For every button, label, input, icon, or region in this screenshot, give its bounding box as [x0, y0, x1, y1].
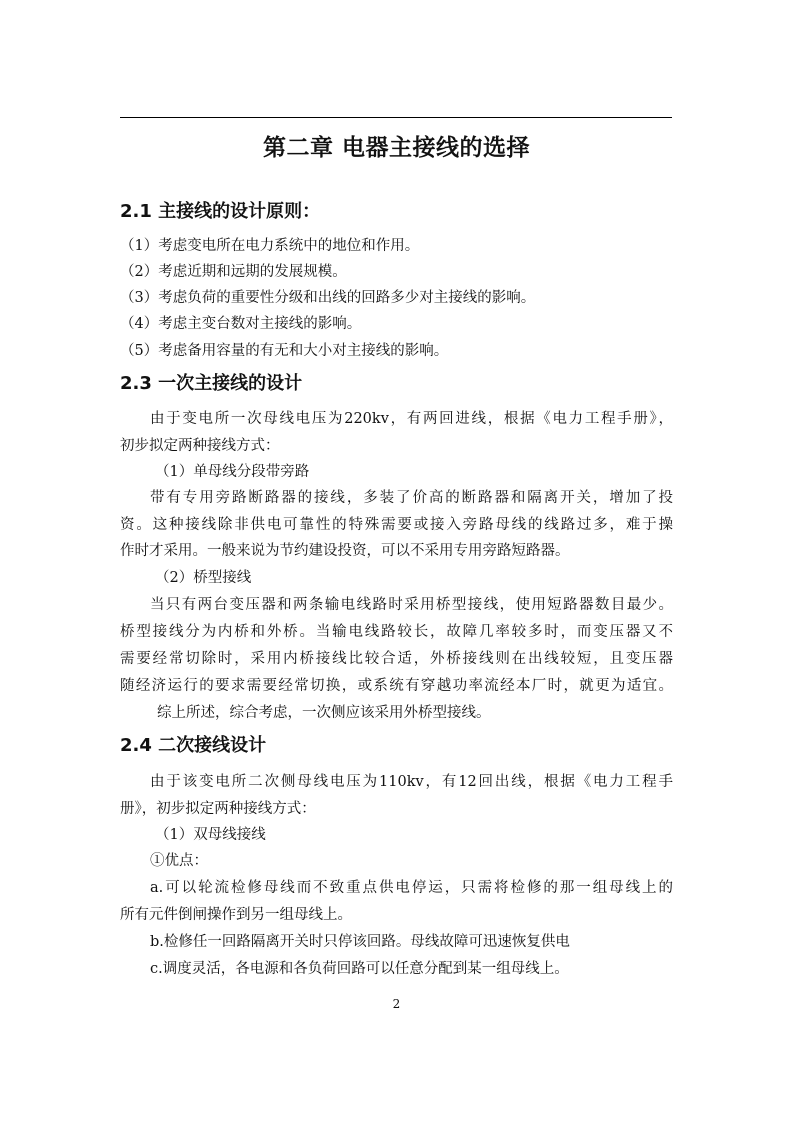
s23-option-2-line-3: 需要经常切除时，采用内桥接线比较合适，外桥接线则在出线较短，且变压器 [120, 651, 673, 667]
s24-merit-b: b.检修任一回路隔离开关时只停该回路。母线故障可迅速恢复供电 [150, 934, 570, 950]
principle-item-2: （2）考虑近期和远期的发展规模。 [120, 264, 347, 280]
s23-option-1-line-2: 资。这种接线除非供电可靠性的特殊需要或接入旁路母线的线路过多，难于操 [120, 517, 673, 533]
s24-option-1-title: （1）双母线接线 [155, 827, 266, 843]
chapter-title: 第二章 电器主接线的选择 [262, 135, 530, 161]
s23-option-2-title: （2）桥型接线 [155, 570, 252, 586]
s23-intro-line-1: 由于变电所一次母线电压为220kv，有两回进线，根据《电力工程手册》， [150, 411, 673, 427]
s23-option-2-line-2: 桥型接线分为内桥和外桥。当输电线路较长，故障几率较多时，而变压器又不 [120, 624, 673, 640]
s24-merit-c: c.调度灵活，各电源和各负荷回路可以任意分配到某一组母线上。 [150, 961, 569, 977]
s23-option-2-line-4: 随经济运行的要求需要经常切换，或系统有穿越功率流经本厂时，就更为适宜。 [120, 678, 673, 694]
page-number: 2 [392, 997, 401, 1011]
principle-item-4: （4）考虑主变台数对主接线的影响。 [120, 316, 362, 332]
principle-item-1: （1）考虑变电所在电力系统中的地位和作用。 [120, 238, 420, 254]
s24-merit-a-line-2: 所有元件倒闸操作到另一组母线上。 [120, 907, 352, 923]
s24-merit-a-line-1: a.可以轮流检修母线而不致重点供电停运，只需将检修的那一组母线上的 [150, 880, 673, 896]
s23-conclusion: 综上所述，综合考虑，一次侧应该采用外桥型接线。 [157, 705, 491, 721]
principle-item-5: （5）考虑备用容量的有无和大小对主接线的影响。 [120, 343, 449, 359]
section-2-4-heading: 2.4 二次接线设计 [120, 735, 267, 756]
s23-option-2-line-1: 当只有两台变压器和两条输电线路时采用桥型接线，使用短路器数目最少。 [150, 597, 673, 613]
header-rule [120, 117, 672, 118]
section-2-3-heading: 2.3 一次主接线的设计 [120, 373, 303, 394]
s24-intro-line-1: 由于该变电所二次侧母线电压为110kv，有12回出线，根据《电力工程手 [150, 774, 673, 790]
s24-merits-title: ①优点： [150, 853, 208, 869]
s23-intro-line-2: 初步拟定两种接线方式： [120, 438, 280, 454]
s23-option-1-title: （1）单母线分段带旁路 [155, 464, 310, 480]
s23-option-1-line-3: 作时才采用。一般来说为节约建设投资，可以不采用专用旁路短路器。 [120, 543, 570, 559]
principle-item-3: （3）考虑负荷的重要性分级和出线的回路多少对主接线的影响。 [120, 290, 536, 306]
s24-intro-line-2: 册》，初步拟定两种接线方式： [120, 801, 316, 817]
section-2-1-heading: 2.1 主接线的设计原则： [120, 201, 321, 222]
s23-option-1-line-1: 带有专用旁路断路器的接线，多装了价高的断路器和隔离开关，增加了投 [150, 490, 673, 506]
